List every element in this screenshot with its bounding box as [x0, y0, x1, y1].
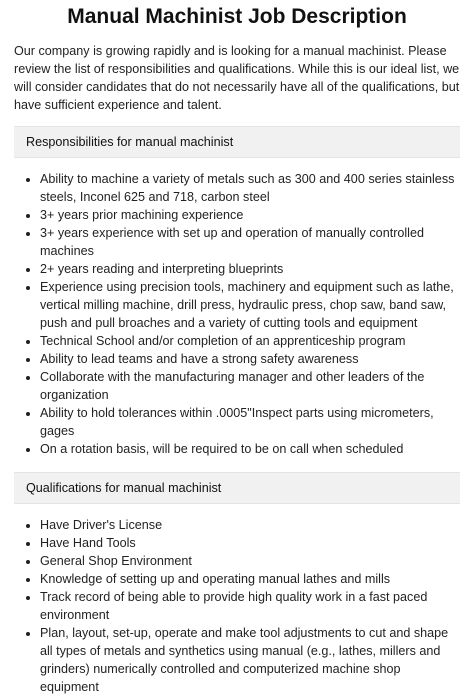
- list-item: • Experience using precision tools, machinery and equipment such as lathe, vertical milling machine, drill press, hydraulic press, chop saw, band saw, push and pull broaches and a variety of cutting tools and equipment: [40, 278, 460, 332]
- list-item: • 3+ years experience with set up and operation of manually controlled machines: [40, 224, 460, 260]
- list-item: • 3+ years prior machining experience: [40, 206, 460, 224]
- list-item: • Track record of being able to provide high quality work in a fast paced environment: [40, 588, 460, 624]
- intro-paragraph: Our company is growing rapidly and is looking for a manual machinist. Please review the list of responsibilities and qualifications. While this is our ideal list, we will consider candidates that do not necessarily have all of the qualifications, but have sufficient experience and talent.: [14, 44, 460, 112]
- list-item: • Ability to hold tolerances within .0005"Inspect parts using micrometers, gages: [40, 404, 460, 440]
- list-item: • Ability to machine a variety of metals such as 300 and 400 series stainless steels, Inconel 625 and 718, carbon steel: [40, 170, 460, 206]
- list-item: • Plan, layout, set-up, operate and make tool adjustments to cut and shape all types of metals and synthetics using manual (e.g., lathes, millers and grinders) numerically controlled and computerized machine shop equipment: [40, 624, 460, 696]
- list-item: • On a rotation basis, will be required to be on call when scheduled: [40, 440, 460, 458]
- list-item: • Collaborate with the manufacturing manager and other leaders of the organization: [40, 368, 460, 404]
- list-item: • Knowledge of setting up and operating manual lathes and mills: [40, 570, 460, 588]
- qualifications-heading: [14, 472, 460, 504]
- list-item: • Ability to lead teams and have a strong safety awareness: [40, 350, 460, 368]
- responsibilities-heading-label: Responsibilities for manual machinist: [26, 135, 234, 149]
- responsibilities-heading: [14, 126, 460, 158]
- list-item: • Technical School and/or completion of an apprenticeship program: [40, 332, 460, 350]
- list-item: • Have Hand Tools: [40, 534, 460, 552]
- list-item: • 2+ years reading and interpreting blueprints: [40, 260, 460, 278]
- list-item: • General Shop Environment: [40, 552, 460, 570]
- list-item: • Have Driver's License: [40, 516, 460, 534]
- qualifications-heading-label: Qualifications for manual machinist: [26, 481, 222, 495]
- qualifications-list: [14, 516, 460, 696]
- responsibilities-list: [14, 170, 460, 458]
- page-title: Manual Machinist Job Description: [67, 5, 407, 28]
